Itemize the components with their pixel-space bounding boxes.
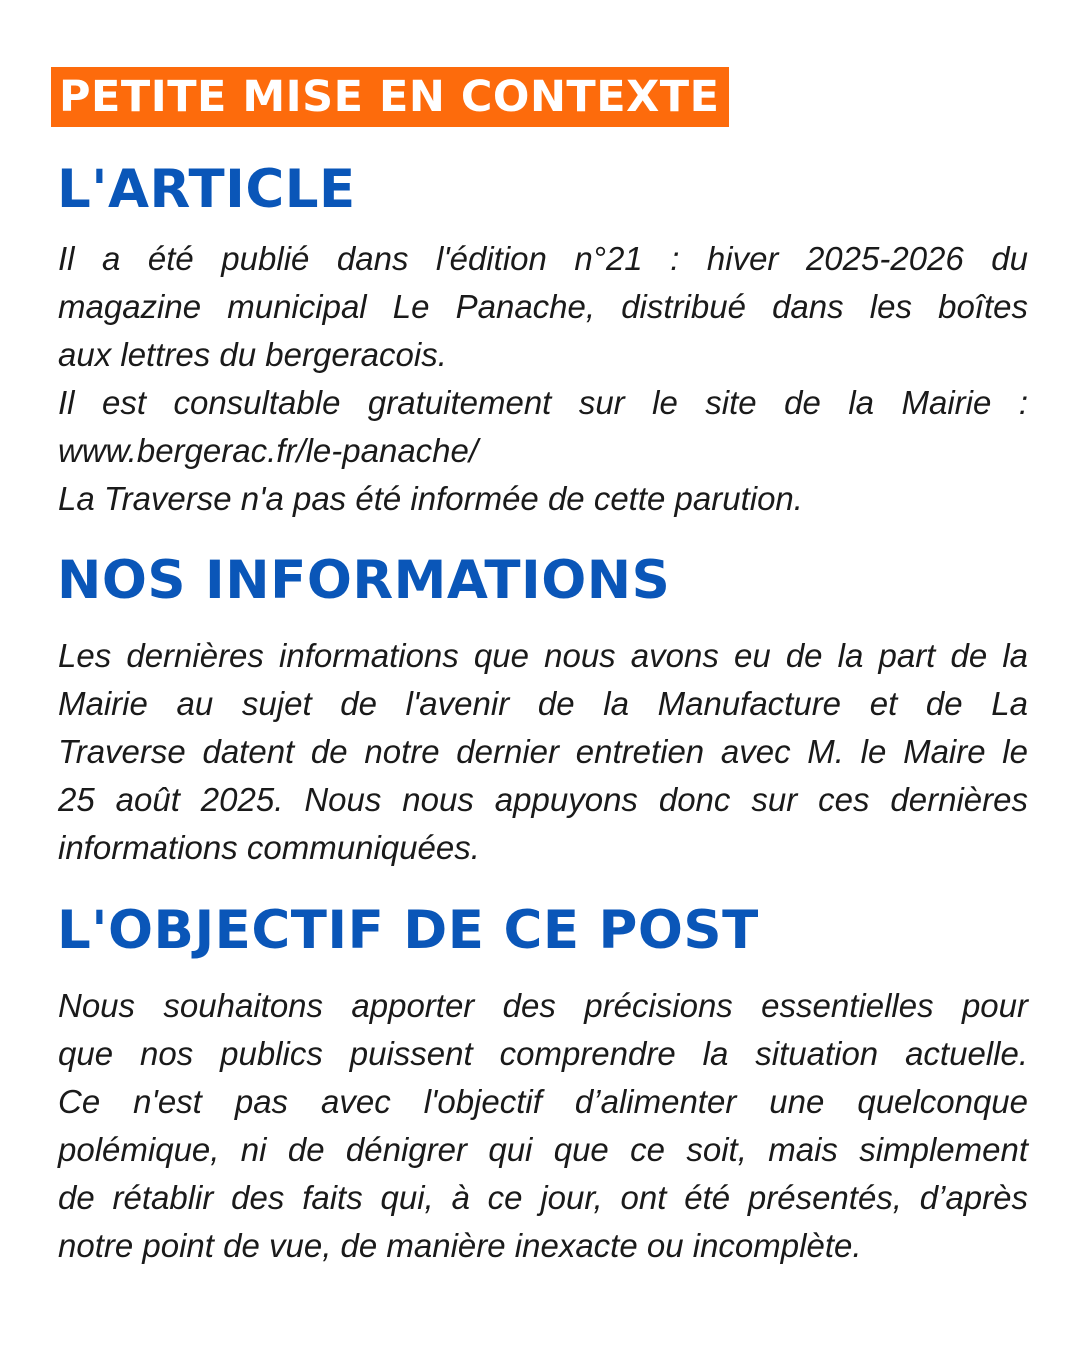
section-title-informations: NOS INFORMATIONS — [57, 550, 671, 611]
informations-line: Mairie au sujet de l'avenir de la Manufacture et de La — [58, 685, 1028, 722]
informations-line: Traverse datent de notre dernier entretien avec M. le Maire le — [58, 733, 1028, 770]
objectif-line: de rétablir des faits qui, à ce jour, ont été présentés, d’après — [58, 1179, 1028, 1216]
section-body-article — [58, 235, 1028, 523]
objectif-line: que nos publics puissent comprendre la situation actuelle. — [58, 1035, 1028, 1072]
article-line: aux lettres du bergeracois. — [58, 336, 447, 373]
article-line: www.bergerac.fr/le-panache/ — [58, 432, 479, 469]
section-body-objectif — [58, 982, 1028, 1270]
section-body-informations — [58, 632, 1028, 872]
informations-line: Les dernières informations que nous avons eu de la part de la — [58, 637, 1028, 674]
section-title-article: L'ARTICLE — [57, 159, 356, 220]
section-title-objectif: L'OBJECTIF DE CE POST — [57, 900, 759, 961]
article-line: La Traverse n'a pas été informée de cette parution. — [58, 480, 803, 517]
informations-line: 25 août 2025. Nous nous appuyons donc sur ces dernières — [58, 781, 1028, 818]
objectif-line: polémique, ni de dénigrer qui que ce soit, mais simplement — [58, 1131, 1028, 1168]
objectif-line: Nous souhaitons apporter des précisions essentielles pour — [58, 987, 1028, 1024]
article-line: Il est consultable gratuitement sur le site de la Mairie : — [58, 384, 1028, 421]
objectif-line: notre point de vue, de manière inexacte ou incomplète. — [58, 1227, 862, 1264]
objectif-line: Ce n'est pas avec l'objectif d’alimenter une quelconque — [58, 1083, 1028, 1120]
context-tag: PETITE MISE EN CONTEXTE — [51, 67, 729, 127]
article-line: magazine municipal Le Panache, distribué dans les boîtes — [58, 288, 1028, 325]
article-line: Il a été publié dans l'édition n°21 : hiver 2025-2026 du — [58, 240, 1028, 277]
informations-line: informations communiquées. — [58, 829, 480, 866]
